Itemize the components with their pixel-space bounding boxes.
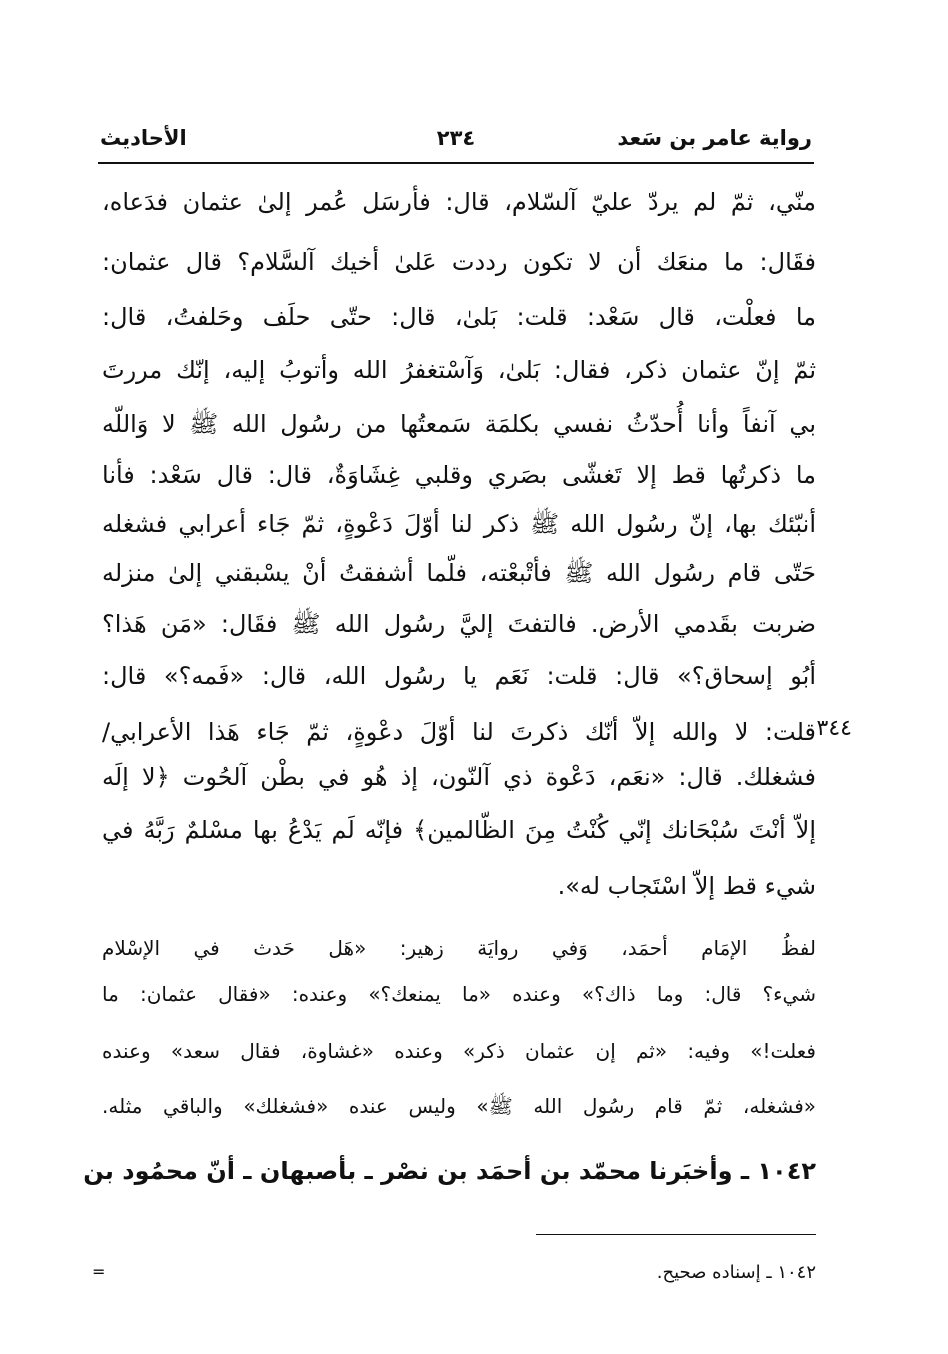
text-line: إلاّ أنْتَ سُبْحَانك إنّي كُنْتُ مِنَ الظّالمين﴾ فإنّه لَم يَدْعُ بها مسْلمٌ رَبَّهُ في: [102, 816, 816, 844]
header-divider: [98, 162, 814, 164]
text-line: ضربت بقَدمي الأرض. فالتفتَ إليَّ رسُول الله ﷺ فقَال: «مَن هَذا؟: [102, 610, 816, 638]
text-line: شيء قط إلاّ اسْتَجاب له».: [557, 872, 816, 900]
note-line: شيء؟ قال: وما ذاك؟» وعنده «ما يمنعك؟» وعنده: «فقال عثمان: ما: [102, 982, 816, 1006]
text-line: حَتّى قام رسُول الله ﷺ فأتْبعْته، فلّما أشفقتُ أنْ يسْبقني إلىٰ منزله: [102, 559, 816, 587]
next-hadith-opening: ١٠٤٢ ـ وأخبَرنا محمّد بن أحمَد بن نصْر ـ بأصبهان ـ أنّ محمُود بن: [83, 1157, 816, 1185]
footnote-divider: [536, 1234, 816, 1235]
header-chapter-title: رواية عامر بن سَعد: [617, 126, 812, 150]
header-section-title: الأحاديث: [100, 126, 187, 150]
text-line: فشغلك. قال: «نعَم، دَعْوة ذي آلنّون، إذ هُو في بطْن آلحُوت ﴿لا إلَه: [102, 763, 816, 791]
text-line: ما فعلْت، قال سَعْد: قلت: بَلىٰ، قال: حتّى حلَف وحَلفتُ، قال:: [102, 303, 816, 331]
footnote: ١٠٤٢ ـ إسناده صحيح.: [656, 1262, 816, 1283]
text-line: أبُو إسحاق؟» قال: قلت: نَعَم يا رسُول الله، قال: «فَمه؟» قال:: [102, 662, 816, 690]
note-line: لفظُ الإمَام أحمَد، وَفي روايَة زهير: «هَل حَدث في الإسْلام: [102, 936, 816, 960]
running-header: [100, 126, 812, 160]
note-line: فعلت!» وفيه: «ثم إن عثمان ذكر» وعنده «غشاوة، فقال سعد» وعنده: [102, 1039, 816, 1063]
text-line: فقَال: ما منعَك أن لا تكون رددت عَلىٰ أخيك آلسَّلام؟ قال عثمان:: [102, 248, 816, 276]
header-page-number: ٢٣٤: [436, 126, 476, 150]
note-line: «فشغله، ثمّ قام رسُول الله ﷺ» وليس عنده «فشغلك» والباقي مثله.: [102, 1094, 816, 1118]
text-line: منّي، ثمّ لم يردّ عليّ آلسّلام، قال: فأرسَل عُمر إلىٰ عثمان فدَعاه،: [102, 188, 816, 216]
text-line: ثمّ إنّ عثمان ذكر، فقال: بَلىٰ، وَآسْتغفرُ الله وأتوبُ إليه، إنّك مررتَ: [102, 356, 816, 384]
text-line: قلت: لا والله إلاّ أنّك ذكرتَ لنا أوّلَ دعْوةٍ، ثمّ جَاء هَذا الأعرابي/: [102, 718, 816, 746]
margin-mark: =: [92, 1262, 106, 1281]
text-line: ما ذكرتُها قط إلا تَغشّى بصَري وقلبي غِشَاوَةٌ، قال: قال سَعْد: فأنا: [102, 461, 816, 489]
margin-page-reference: ٣٤٤: [816, 716, 852, 741]
text-line: بي آنفاً وأنا أُحدّثُ نفسي بكلمَة سَمعتُها من رسُول الله ﷺ لا وَاللّه: [102, 410, 816, 438]
text-line: أنبّئك بها، إنّ رسُول الله ﷺ ذكر لنا أوّلَ دَعْوةٍ، ثمّ جَاء أعرابي فشغله: [102, 510, 816, 538]
